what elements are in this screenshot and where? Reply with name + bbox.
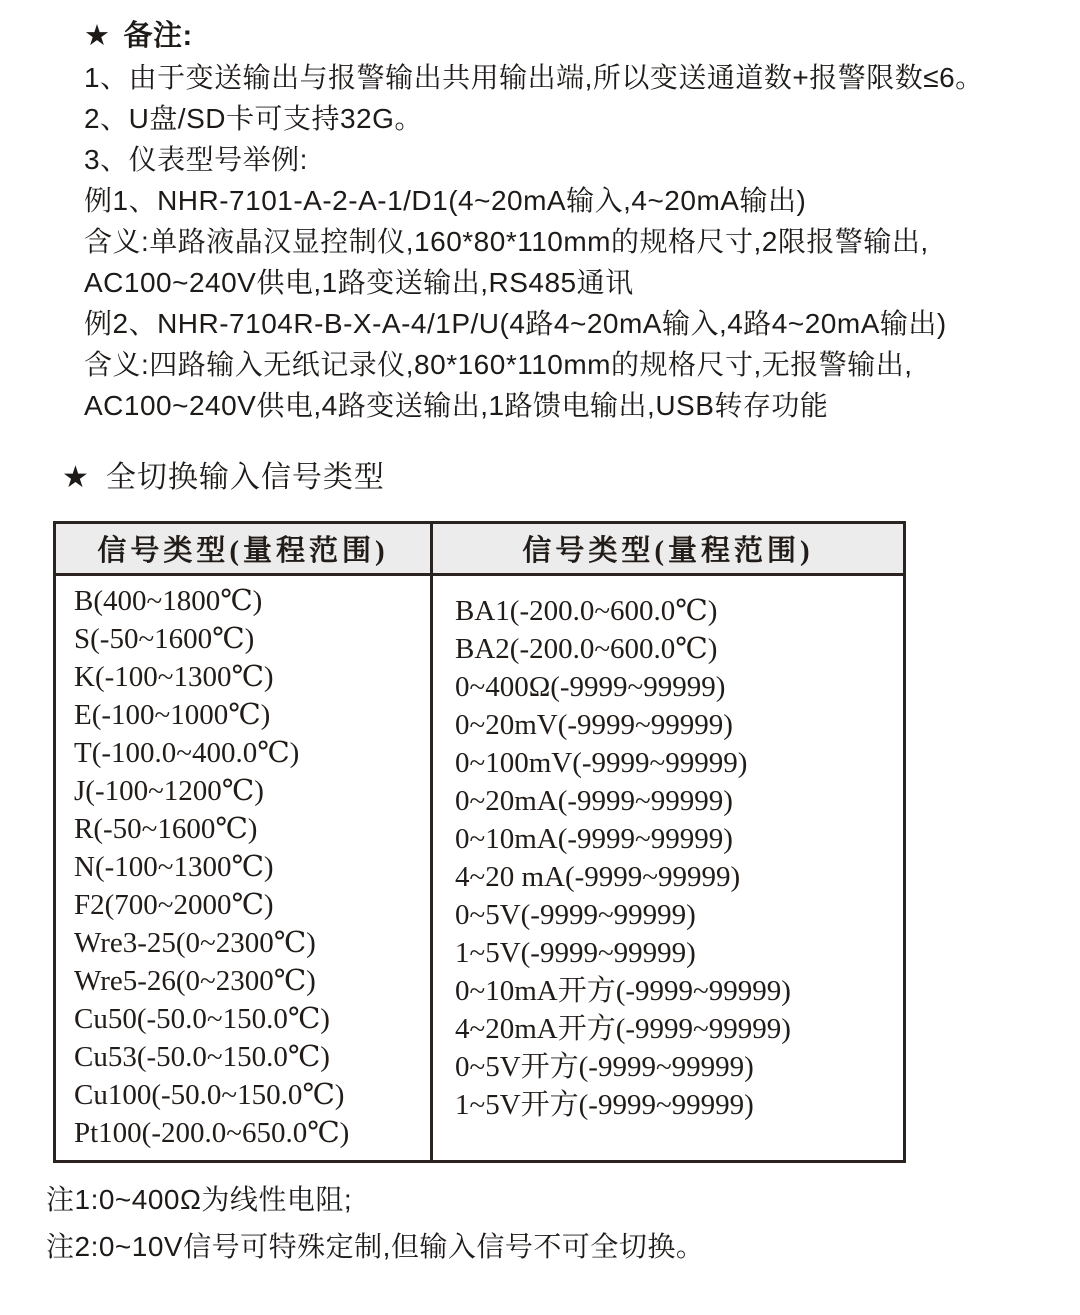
- signal-section-heading: [62, 457, 385, 498]
- signal-entry: 0~5V开方(-9999~99999): [455, 1051, 754, 1083]
- remarks-heading: [84, 16, 1024, 57]
- signal-entry: F2(700~2000℃): [74, 889, 274, 921]
- signal-table-header-left: 信号类型(量程范围): [55, 523, 432, 575]
- signal-entry: 0~100mV(-9999~99999): [455, 747, 748, 779]
- signal-section-title: 全切换输入信号类型: [105, 461, 385, 494]
- signal-entry: K(-100~1300℃): [74, 661, 274, 693]
- signal-entry: T(-100.0~400.0℃): [74, 737, 300, 769]
- signal-table-header-right: 信号类型(量程范围): [432, 523, 905, 575]
- signal-entry: R(-50~1600℃): [74, 813, 258, 845]
- remarks-section: [84, 16, 1024, 426]
- signal-entry: 0~5V(-9999~99999): [455, 899, 696, 931]
- star-icon: ★: [84, 20, 111, 52]
- remark-line: 例1、NHR-7101-A-2-A-1/D1(4~20mA输入,4~20mA输出): [84, 185, 807, 216]
- signal-entry: Cu100(-50.0~150.0℃): [74, 1079, 345, 1111]
- signal-entry: 1~5V开方(-9999~99999): [455, 1089, 754, 1121]
- signal-entry: 0~20mV(-9999~99999): [455, 709, 733, 741]
- signal-entry: 4~20mA开方(-9999~99999): [455, 1013, 791, 1045]
- signal-entry: J(-100~1200℃): [74, 775, 264, 807]
- signal-table-left-cell: [55, 575, 432, 1162]
- remark-line: 含义:单路液晶汉显控制仪,160*80*110mm的规格尺寸,2限报警输出,: [84, 226, 929, 257]
- signal-entry: N(-100~1300℃): [74, 851, 274, 883]
- signal-entry: S(-50~1600℃): [74, 623, 255, 655]
- signal-entry: 0~10mA(-9999~99999): [455, 823, 733, 855]
- signal-entry: 0~10mA开方(-9999~99999): [455, 975, 791, 1007]
- signal-table-right-cell: [432, 575, 905, 1162]
- footnotes-section: [46, 1176, 704, 1270]
- remark-line: 例2、NHR-7104R-B-X-A-4/1P/U(4路4~20mA输入,4路4~20mA输出): [84, 308, 947, 339]
- remarks-title: 备注:: [123, 20, 193, 52]
- remark-line: AC100~240V供电,1路变送输出,RS485通讯: [84, 267, 634, 298]
- signal-entry: Wre3-25(0~2300℃): [74, 927, 316, 959]
- star-icon: ★: [62, 461, 90, 494]
- signal-entry: 4~20 mA(-9999~99999): [455, 861, 741, 893]
- remark-line: AC100~240V供电,4路变送输出,1路馈电输出,USB转存功能: [84, 390, 829, 421]
- signal-table-body-row: [55, 575, 905, 1162]
- signal-entry: Wre5-26(0~2300℃): [74, 965, 316, 997]
- signal-entry: Cu53(-50.0~150.0℃): [74, 1041, 330, 1073]
- remark-line: 含义:四路输入无纸记录仪,80*160*110mm的规格尺寸,无报警输出,: [84, 349, 913, 380]
- signal-table: [53, 521, 906, 1163]
- signal-entry: 1~5V(-9999~99999): [455, 937, 696, 969]
- signal-entry: E(-100~1000℃): [74, 699, 271, 731]
- footnote-line: 注2:0~10V信号可特殊定制,但输入信号不可全切换。: [46, 1231, 705, 1262]
- signal-entry: Cu50(-50.0~150.0℃): [74, 1003, 330, 1035]
- remark-line: 3、仪表型号举例:: [84, 144, 308, 175]
- signal-entry: 0~400Ω(-9999~99999): [455, 671, 726, 703]
- signal-entry: Pt100(-200.0~650.0℃): [74, 1117, 350, 1149]
- signal-entry: BA2(-200.0~600.0℃): [455, 633, 718, 665]
- signal-entry: B(400~1800℃): [74, 585, 263, 617]
- signal-table-header-row: [55, 523, 905, 575]
- remark-line: 2、U盘/SD卡可支持32G。: [84, 103, 423, 134]
- footnote-line: 注1:0~400Ω为线性电阻;: [46, 1184, 353, 1215]
- remark-line: 1、由于变送输出与报警输出共用输出端,所以变送通道数+报警限数≤6。: [84, 62, 984, 93]
- signal-entry: BA1(-200.0~600.0℃): [455, 595, 718, 627]
- signal-entry: 0~20mA(-9999~99999): [455, 785, 733, 817]
